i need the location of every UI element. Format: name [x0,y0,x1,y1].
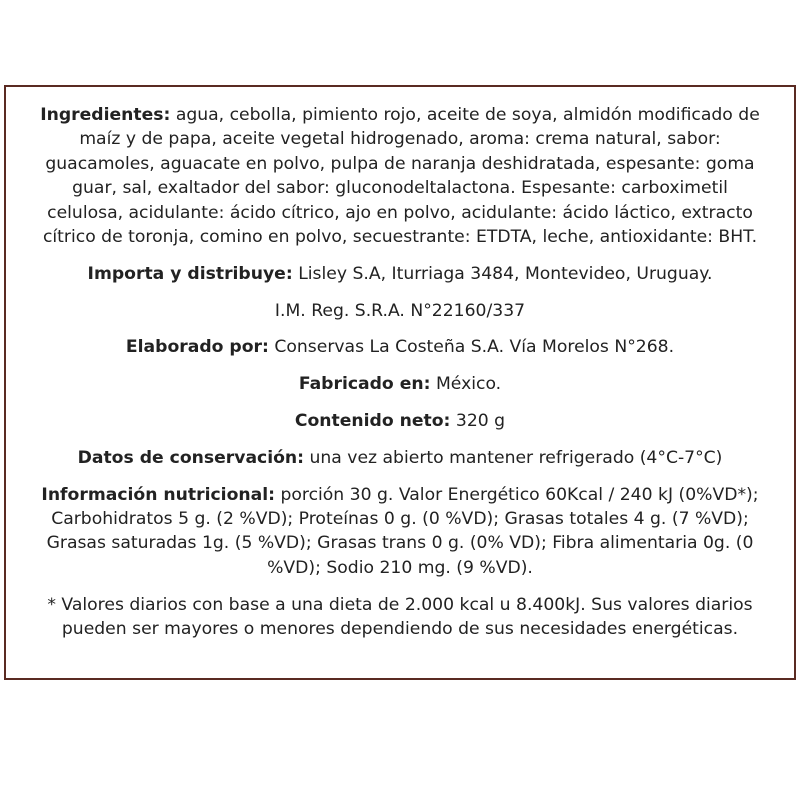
storage-label: Datos de conservación: [77,447,305,468]
manufacturer-label: Elaborado por: [125,337,269,358]
importer-paragraph [36,262,764,286]
storage-text: una vez abierto mantener refrigerado (4°C-7°C) [309,447,723,468]
nutrition-label: Información nutricional: [41,484,275,505]
registration-paragraph: I.M. Reg. S.R.A. N°22160/337 [274,300,526,321]
net-content-label: Contenido neto: [294,411,451,432]
origin-paragraph [36,372,764,396]
footnote-paragraph: * Valores diarios con base a una dieta de 2.000 kcal u 8.400kJ. Sus valores diarios pueden ser mayores o menores dependiendo de sus necesidades energéticas. [47,594,753,640]
net-content-paragraph [36,409,764,433]
importer-text: Lisley S.A, Iturriaga 3484, Montevideo, Uruguay. [298,263,713,284]
manufacturer-paragraph [36,335,764,359]
origin-text: México. [435,374,502,395]
ingredients-label: Ingredientes: [40,105,171,125]
manufacturer-text: Conservas La Costeña S.A. Vía Morelos N°268. [274,337,675,358]
origin-label: Fabricado en: [298,374,431,395]
importer-label: Importa y distribuye: [87,263,293,284]
ingredients-paragraph [36,103,764,249]
storage-paragraph [36,446,764,470]
nutrition-text: porción 30 g. Valor Energético 60Kcal / 240 kJ (0%VD*); Carbohidratos 5 g. (2 %VD); Proteínas 0 g. (0 %VD); Grasas totales 4 g. (7 %VD); Grasas saturadas 1g. (5 %VD); Grasas trans 0 g. (0% VD); Fibra alimentaria 0g. (0 %VD); Sodio 210 mg. (9 %VD). [46,484,759,578]
nutrition-paragraph [36,483,764,581]
net-content-text: 320 g [455,411,506,432]
label-content [36,103,764,641]
ingredients-text: agua, cebolla, pimiento rojo, aceite de soya, almidón modificado de maíz y de papa, aceite vegetal hidrogenado, aroma: crema natural, sabor: guacamoles, aguacate en polvo, pulpa de naranja deshidratada, espesante: goma guar, sal, exaltador del sabor: gluconodeltalactona. Espesante: carboximetil celulosa, acidulante: ácido cítrico, ajo en polvo, acidulante: ácido láctico, extracto cítrico de toronja, comino en polvo, secuestrante: ETDTA, leche, antioxidante: BHT. [42,105,760,248]
